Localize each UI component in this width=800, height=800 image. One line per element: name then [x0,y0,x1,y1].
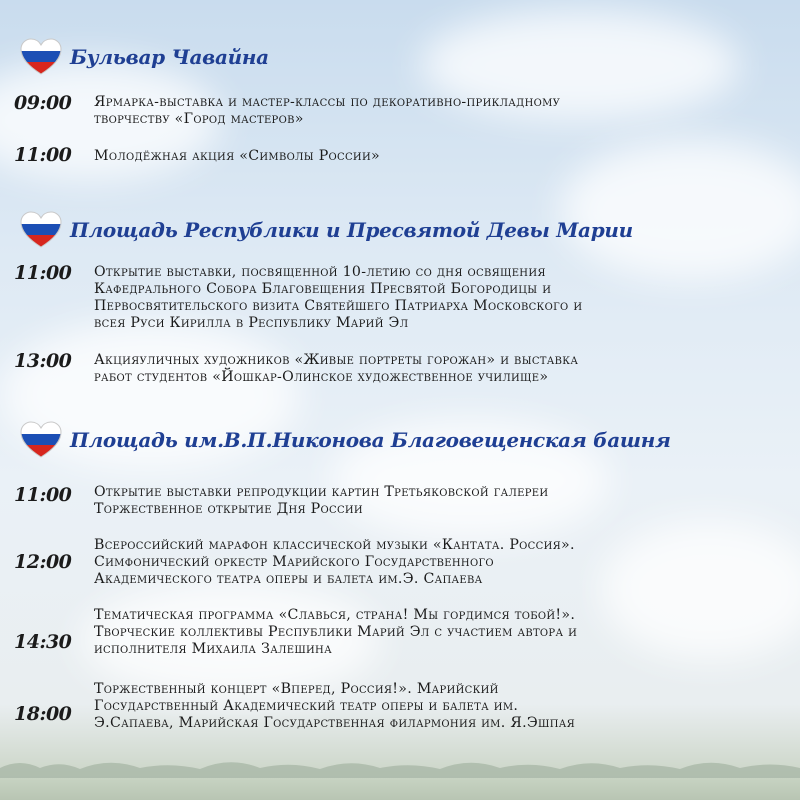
event-time: 13:00 [14,350,72,372]
event-time: 11:00 [14,484,72,506]
event-description: Ярмарка-выставка и мастер-классы по декоративно-прикладному творчеству «Город мастеров» [94,94,561,127]
section-title-text: Площадь им.В.П.Никонова Благовещенская башня [70,428,671,452]
section-title-text: Площадь Республики и Пресвятой Девы Марии [70,218,633,242]
section-title-text: Бульвар Чавайна [70,45,269,69]
event-time: 14:30 [14,631,72,653]
event-time: 11:00 [14,144,72,166]
event-description: Торжественный концерт «Вперед, Россия!». Марийский Государственный Академический театр оперы и балета им. Э.Сапаева, Марийская Государственная филармония им. Я.Эшпая [94,681,576,731]
russian-flag-heart-icon [20,211,62,249]
event-time: 18:00 [14,703,72,725]
event-description: Открытие выставки, посвященной 10-летию со дня освящения Кафедрального Собора Благовещения Пресвятой Богородицы и Первосвятительского визита Святейшего Патриарха Московского и всея Руси Кирилла в Республику Марий Эл [94,264,583,331]
section-title [20,421,671,459]
russian-flag-heart-icon [20,38,62,76]
event-time: 09:00 [14,92,72,114]
russian-flag-heart-icon [20,421,62,459]
event-description: Тематическая программа «Славься, страна! Мы гордимся тобой!». Творческие коллективы Республики Марий Эл с участием автора и исполнителя Михаила Залешина [94,607,578,657]
event-description: Молодёжная акция «Символы России» [94,148,380,164]
event-time: 12:00 [14,551,72,573]
event-time: 11:00 [14,262,72,284]
section-title [20,38,269,76]
event-description: Открытие выставки репродукции картин Третьяковской галереи Торжественное открытие Дня России [94,484,549,517]
section-title [20,211,633,249]
event-description: Всероссийский марафон классической музыки «Кантата. Россия». Симфонический оркестр Марийского Государственного Академического театра оперы и балета им.Э. Сапаева [94,537,575,587]
event-description: Акцияуличных художников «Живые портреты горожан» и выставка работ студентов «Йошкар-Олинское художественное училище» [94,352,579,385]
